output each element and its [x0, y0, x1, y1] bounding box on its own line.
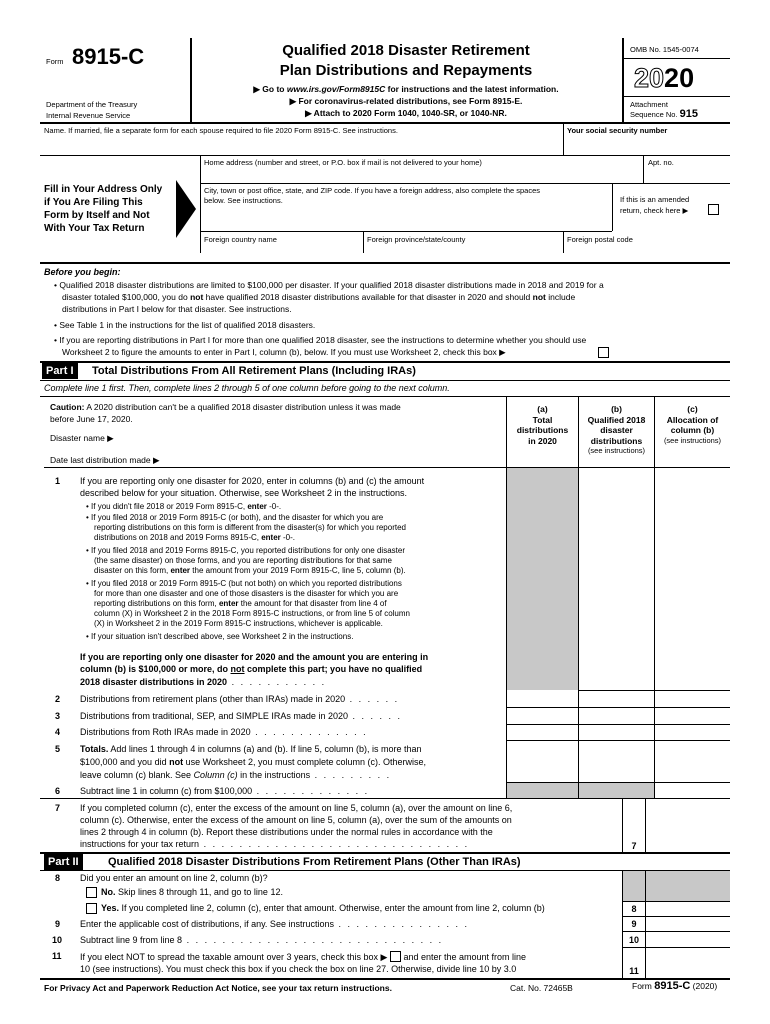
- header-divider-right: [622, 38, 624, 122]
- col-a-letter: (a): [537, 404, 548, 414]
- line6-label: Subtract line 1 in column (c) from $100,000: [80, 786, 253, 796]
- city-label-line2: below. See instructions.: [204, 196, 283, 205]
- city-field[interactable]: [203, 207, 608, 231]
- line1-bullet4-l1: • If you filed 2018 or 2019 Form 8915-C (but not both) on which you reported distributions: [86, 579, 402, 588]
- line1-bold-l1: If you are reporting only one disaster for 2020 and the amount you are entering in: [80, 652, 429, 662]
- attachment-label: Attachment: [630, 100, 668, 109]
- col-c-header: [655, 404, 730, 445]
- foreign-country-field[interactable]: [203, 244, 360, 252]
- city-label-line1: City, town or post office, state, and ZIP code. If you have a foreign address, also complete the spaces: [204, 186, 541, 195]
- before-bullet1-line1: • Qualified 2018 disaster distributions are limited to $100,000 per disaster. If your qualified 2018 disaster distributions made in 2018 and 2019 for a: [54, 280, 604, 290]
- line2-col-c-field[interactable]: [656, 695, 728, 706]
- line10-amount-field[interactable]: [648, 934, 728, 946]
- line3-col-c-field[interactable]: [656, 712, 728, 723]
- l1-b2-l3-post: -0-.: [280, 533, 296, 542]
- line5-text-l1: [80, 744, 422, 755]
- l1-b1-post: -0-.: [266, 502, 282, 511]
- instruction-line1-post: for instructions and the latest information.: [385, 84, 559, 94]
- part1-subtitle-rule: [40, 396, 730, 397]
- l1-b4-l3-bold: enter: [218, 599, 239, 608]
- line4-label: Distributions from Roth IRAs made in 2020: [80, 727, 251, 737]
- line4-col-b-field[interactable]: [580, 728, 652, 739]
- line8-no-checkbox[interactable]: [86, 887, 97, 898]
- irs-link[interactable]: www.irs.gov/Form8915C: [286, 84, 386, 94]
- caution-body: A 2020 distribution can't be a qualified 2018 disaster distribution unless it was made: [84, 402, 401, 412]
- line4-col-c-field[interactable]: [656, 728, 728, 739]
- l1-b4-l3-post: the amount for that disaster from line 4 of: [238, 599, 387, 608]
- line6-rule: [40, 798, 730, 799]
- before-bullet3-line1: • If you are reporting distributions in Part I for more than one qualified 2018 disaster, see the instructions to determine whether you should use: [54, 335, 587, 345]
- foreign-province-label: Foreign province/state/county: [367, 235, 466, 244]
- b1-l2-mid: have qualified 2018 disaster distributions available for that disaster in 2020 and should: [203, 292, 533, 302]
- part2-label: Part II: [44, 854, 83, 870]
- line7-box-right: [645, 798, 646, 852]
- address-side-line4: With Your Tax Return: [44, 223, 145, 234]
- omb-number: OMB No. 1545-0074: [630, 45, 699, 54]
- ssn-field[interactable]: [566, 136, 728, 154]
- line7-box-number: 7: [631, 841, 637, 851]
- line1-col-bc-rule: [578, 690, 730, 691]
- worksheet2-checkbox[interactable]: [598, 347, 609, 358]
- line5-l2-pre: $100,000 and you did: [80, 757, 170, 767]
- line9-box-number: 9: [631, 919, 637, 929]
- before-you-begin-heading: Before you begin:: [44, 267, 121, 277]
- line5-col-c-field[interactable]: [656, 770, 728, 781]
- line3-text: Distributions from traditional, SEP, and SIMPLE IRAs made in 2020 . . . . . .: [80, 711, 402, 721]
- line8-amount-field[interactable]: [648, 903, 728, 915]
- line3-number: 3: [55, 711, 61, 721]
- line11-l1-post: and enter the amount from line: [400, 952, 527, 962]
- caution-bold: Caution:: [50, 402, 85, 412]
- line7-l4: instructions for your tax return: [80, 839, 200, 849]
- line4-number: 4: [55, 727, 61, 737]
- disaster-name-label: Disaster name ▶: [50, 433, 114, 443]
- irs-name: Internal Revenue Service: [46, 111, 131, 120]
- sequence-label: [630, 110, 698, 119]
- form-word: Form: [46, 57, 64, 66]
- line7-text-l3: lines 2 through 4 in column (b). Report these distributions under the normal rules in accordance with the: [80, 827, 493, 837]
- caution-text: [50, 402, 401, 413]
- line1-bold-l3: 2018 disaster distributions in 2020 . . . . . . . . . . .: [80, 677, 327, 687]
- home-address-field[interactable]: [203, 167, 640, 181]
- yes-bold: Yes.: [101, 903, 120, 913]
- l1-b3-l3-post: the amount from your 2019 Form 8915-C, line 5, column (b).: [190, 566, 406, 575]
- ssn-label: Your social security number: [567, 126, 668, 135]
- col-a-l2: distributions: [516, 425, 569, 435]
- line1-col-c-field[interactable]: [656, 678, 728, 689]
- address-bottom-rule: [40, 262, 730, 264]
- line11-text-l2: 10 (see instructions). You must check this box if you check the box on line 27. Otherwise, divide line 10 by 3.0: [80, 964, 517, 974]
- address-rule2: [200, 231, 612, 232]
- line9-text: Enter the applicable cost of distributions, if any. See instructions . . . . . . . . . . . . . . .: [80, 919, 469, 929]
- foreign-postal-label: Foreign postal code: [567, 235, 633, 244]
- line10-box-number: 10: [628, 935, 639, 945]
- foreign-postal-field[interactable]: [566, 244, 728, 252]
- form-title-line2: Plan Distributions and Repayments: [279, 62, 533, 79]
- line3-label: Distributions from traditional, SEP, and SIMPLE IRAs made in 2020: [80, 711, 348, 721]
- home-address-label: Home address (number and street, or P.O. box if mail is not delivered to your home): [204, 158, 482, 167]
- line1-bullet1: [86, 502, 281, 512]
- col-c-left-border: [654, 396, 655, 798]
- part1-title: Total Distributions From All Retirement Plans (Including IRAs): [92, 365, 416, 377]
- privacy-notice: For Privacy Act and Paperwork Reduction Act Notice, see your tax return instructions.: [44, 983, 392, 993]
- col-b-header: [579, 404, 654, 455]
- line2-rule: [506, 707, 730, 708]
- part2-top-rule: [40, 852, 730, 854]
- part1-label: Part I: [42, 363, 78, 379]
- line2-number: 2: [55, 694, 61, 704]
- line8-yes-text: [101, 903, 545, 914]
- l1-bold-l2-u: not: [230, 664, 245, 674]
- line8-no-text: [101, 887, 283, 898]
- sequence-number: 915: [679, 108, 698, 120]
- line1-number: 1: [55, 476, 61, 486]
- address-side-line1: Fill in Your Address Only: [44, 184, 163, 195]
- name-row-rule: [40, 155, 730, 156]
- omb-rule: [622, 58, 730, 59]
- line5-l1: Add lines 1 through 4 in columns (a) and (b). If line 5, column (b), is more than: [108, 744, 422, 754]
- col-b-l4: (see instructions): [587, 446, 646, 455]
- year-rule: [622, 96, 730, 97]
- line2-text: Distributions from retirement plans (other than IRAs) made in 2020 . . . . . .: [80, 694, 400, 704]
- tax-year: [634, 63, 694, 93]
- address-rule1: [200, 183, 730, 184]
- instruction-line3: ▶ Attach to 2020 Form 1040, 1040-SR, or 1040-NR.: [305, 108, 507, 118]
- col-a-l1: Total: [532, 414, 553, 425]
- line11-amount-field[interactable]: [648, 964, 728, 976]
- line6-col-a-shaded: [507, 783, 578, 798]
- date-last-field[interactable]: [192, 454, 502, 466]
- line5-number: 5: [55, 744, 61, 754]
- line7-number: 7: [55, 803, 61, 813]
- col-c-l2: column (b): [670, 425, 715, 435]
- l1-b1-bold: enter: [247, 502, 267, 511]
- b1-l2-bold: not: [190, 292, 204, 302]
- part1-top-rule: [40, 361, 730, 363]
- line9-number: 9: [55, 919, 61, 929]
- before-bullet3-line2: Worksheet 2 to figure the amounts to enter in Part I, column (b), below. If you must use Worksheet 2, check this box ▶: [62, 347, 506, 357]
- line4-col-a-field[interactable]: [508, 728, 576, 739]
- no-bold: No.: [101, 887, 116, 897]
- col-a-l3: in 2020: [528, 435, 557, 446]
- part1-title-rule: [40, 380, 730, 381]
- footer-form-word: Form: [632, 981, 652, 991]
- b1-l2-bold2: not: [532, 292, 546, 302]
- line8-box-shaded: [623, 871, 645, 901]
- col-c-l3: (see instructions): [663, 435, 722, 445]
- line1-bullet4-l2: for more than one disaster and one of those disasters is the disaster for which you are: [94, 589, 399, 598]
- caution-line2: before June 17, 2020.: [50, 414, 133, 424]
- line1-col-a-shaded: [507, 468, 578, 690]
- col-b-letter: (b): [611, 404, 622, 414]
- line11-checkbox[interactable]: [390, 951, 401, 962]
- form-number: 8915-C: [72, 44, 145, 69]
- caution-bottom-rule: [44, 467, 506, 468]
- amended-divider: [612, 183, 613, 231]
- disaster-name-field[interactable]: [122, 432, 502, 444]
- line8-rule: [622, 916, 730, 917]
- line1-bold-l2: [80, 664, 422, 675]
- province-divider: [563, 231, 564, 253]
- l1-b1-pre: • If you didn't file 2018 or 2019 Form 8915-C,: [86, 502, 248, 511]
- address-arrow-icon: [176, 180, 198, 238]
- line1-bullet3-l2: (the same disaster) on those forms, and you are reporting distributions for that same: [94, 556, 392, 565]
- line5-text-l2: [80, 757, 426, 768]
- apt-divider: [643, 155, 644, 183]
- line1-bullet2-l2: reporting distributions on this form is different from the disaster(s) for which you reported: [94, 523, 406, 532]
- line9-amount-field[interactable]: [648, 918, 728, 930]
- line5-bold: Totals.: [80, 744, 109, 754]
- line6-number: 6: [55, 786, 61, 796]
- amended-checkbox[interactable]: [708, 204, 719, 215]
- line1-text-l1: If you are reporting only one disaster for 2020, enter in columns (b) and (c) the amount: [80, 476, 425, 486]
- line10-rule: [622, 947, 730, 948]
- l1-bold-l2-post: complete this part; you have no qualified: [244, 664, 423, 674]
- address-side-line2: if You Are Filing This: [44, 197, 143, 208]
- l1-bold-l2-pre: column (b) is $100,000 or more, do: [80, 664, 231, 674]
- b1-l2-pre: disaster totaled $100,000, you do: [62, 292, 191, 302]
- amended-label-line1: If this is an amended: [620, 195, 690, 204]
- col-a-header: [507, 404, 578, 446]
- instruction-line1-pre: ▶ Go to: [253, 84, 287, 94]
- line2-col-b-field[interactable]: [580, 695, 652, 706]
- line3-col-a-field[interactable]: [508, 712, 576, 723]
- line5-text-l3: leave column (c) blank. See Column (c) in the instructions . . . . . . . . .: [80, 770, 392, 780]
- l1-b2-l3-bold: enter: [261, 533, 281, 542]
- line3-col-b-field[interactable]: [580, 712, 652, 723]
- col-b-l1: Qualified 2018: [587, 414, 646, 425]
- line11-text-l1: [80, 951, 526, 963]
- line10-label: Subtract line 9 from line 8: [80, 935, 183, 945]
- line8-number: 8: [55, 873, 61, 883]
- l1-bold-l3-text: 2018 disaster distributions in 2020: [80, 677, 228, 687]
- dept-treasury: Department of the Treasury: [46, 100, 138, 109]
- line5-l2-post: use Worksheet 2, you must complete column (c). Otherwise,: [183, 757, 427, 767]
- tax-year-outline: 20: [634, 63, 665, 93]
- country-divider: [363, 231, 364, 253]
- footer-top-rule: [40, 978, 730, 980]
- l1-b2-l3-pre: distributions on 2018 and 2019 Forms 8915-C,: [94, 533, 262, 542]
- instruction-line2: ▶ For coronavirus-related distributions, see Form 8915-E.: [289, 96, 523, 106]
- line10-text: Subtract line 9 from line 8 . . . . . . . . . . . . . . . . . . . . . . . . . . . . .: [80, 935, 444, 945]
- line8-top-rule: [622, 901, 730, 902]
- ssn-divider: [563, 123, 564, 155]
- col-c-letter: (c): [687, 404, 698, 414]
- apt-field[interactable]: [646, 167, 728, 181]
- footer-form-number: 8915-C: [654, 980, 691, 992]
- line1-text-l2: described below for your situation. Otherwise, see Worksheet 2 in the instructions.: [80, 488, 407, 498]
- line3-rule: [506, 724, 730, 725]
- col-b-l3: distributions: [590, 435, 643, 446]
- line5-l3-i: Column (c): [193, 770, 238, 780]
- l1-b3-l3-bold: enter: [170, 566, 191, 575]
- catalog-number: Cat. No. 72465B: [510, 983, 573, 993]
- line5-col-a-field[interactable]: [508, 770, 576, 781]
- line8-amount-shaded: [646, 871, 730, 901]
- name-label: Name. If married, file a separate form for each spouse required to file 2020 Form 8915-C. See instructions.: [44, 126, 398, 135]
- line1-bullet4-l3: [94, 599, 387, 609]
- sequence-text: Sequence No.: [630, 110, 678, 119]
- col-c-l1: Allocation of: [666, 414, 719, 425]
- before-bullet1-line3: distributions in Part I below for that disaster. See instructions.: [62, 304, 292, 314]
- line9-rule: [622, 931, 730, 932]
- foreign-province-field[interactable]: [366, 244, 560, 252]
- address-side-label: [44, 183, 162, 235]
- line11-box-number: 11: [629, 966, 639, 976]
- line8-text: Did you enter an amount on line 2, column (b)?: [80, 873, 268, 883]
- amended-label-line2: return, check here ▶: [620, 206, 689, 215]
- part2-box-right: [645, 870, 646, 978]
- before-bullet2: • See Table 1 in the instructions for the list of qualified 2018 disasters.: [54, 320, 316, 330]
- instruction-line1: [190, 84, 622, 95]
- date-last-label: Date last distribution made ▶: [50, 455, 160, 465]
- yes-text: If you completed line 2, column (c), enter that amount. Otherwise, enter the amount from line 2, column (b): [119, 903, 545, 913]
- line1-bullet4-l5: (X) in Worksheet 2 in the 2019 Form 8915-C instructions, whichever is applicable.: [94, 619, 383, 628]
- line1-bullet4-l4: column (X) in Worksheet 2 in the 2018 Form 8915-C instructions, or from line 5 of column: [94, 609, 410, 618]
- line6-col-b-shaded: [579, 783, 654, 798]
- foreign-country-label: Foreign country name: [204, 235, 277, 244]
- tax-year-bold: 20: [664, 63, 695, 93]
- line11-l1: If you elect NOT to spread the taxable amount over 3 years, check this box ▶: [80, 952, 388, 962]
- line2-label: Distributions from retirement plans (other than IRAs) made in 2020: [80, 694, 346, 704]
- apt-label: Apt. no.: [648, 158, 674, 167]
- before-bullet1-line2: [62, 292, 728, 303]
- line2-col-a-field[interactable]: [508, 695, 576, 706]
- line5-col-b-field[interactable]: [580, 770, 652, 781]
- line4-text: Distributions from Roth IRAs made in 2020 . . . . . . . . . . . . .: [80, 727, 368, 737]
- line1-bullet2-l1: • If you filed 2018 or 2019 Form 8915-C (or both), and the disaster for which you are: [86, 513, 384, 522]
- line5-l3-post: in the instructions: [237, 770, 311, 780]
- line7-text-l1: If you completed column (c), enter the excess of the amount on line 5, column (a), over the amount on line 6,: [80, 803, 513, 813]
- line6-col-c-field[interactable]: [656, 786, 728, 797]
- no-text: Skip lines 8 through 11, and go to line 12.: [115, 887, 283, 897]
- footer-form: [632, 981, 717, 992]
- form-title-line1: Qualified 2018 Disaster Retirement: [282, 42, 530, 59]
- line4-rule: [506, 740, 730, 741]
- col-b-left-border: [578, 396, 579, 798]
- footer-year: (2020): [692, 981, 718, 991]
- line10-number: 10: [52, 935, 63, 945]
- line6-text: Subtract line 1 in column (c) from $100,000 . . . . . . . . . . . . .: [80, 786, 370, 796]
- line1-col-b-field[interactable]: [580, 678, 652, 689]
- line5-l2-bold: not: [169, 757, 184, 767]
- line5-l3-pre: leave column (c) blank. See: [80, 770, 194, 780]
- line8-yes-checkbox[interactable]: [86, 903, 97, 914]
- line1-bullet2-l3: [94, 533, 295, 543]
- l1-b4-l3-pre: reporting distributions on this form,: [94, 599, 219, 608]
- part1-subtitle: Complete line 1 first. Then, complete lines 2 through 5 of one column before going to the next column.: [44, 383, 450, 393]
- address-side-line3: Form by Itself and Not: [44, 210, 150, 221]
- line1-bullet5: • If your situation isn't described above, see Worksheet 2 in the instructions.: [86, 632, 354, 641]
- line11-number: 11: [52, 951, 62, 961]
- part2-title: Qualified 2018 Disaster Distributions From Retirement Plans (Other Than IRAs): [108, 856, 521, 868]
- line9-label: Enter the applicable cost of distributions, if any. See instructions: [80, 919, 334, 929]
- l1-b3-l3-pre: disaster on this form,: [94, 566, 171, 575]
- line7-amount-field[interactable]: [648, 838, 728, 850]
- line7-text-l4: instructions for your tax return . . . . . . . . . . . . . . . . . . . . . . . . . . . . . .: [80, 839, 470, 849]
- line1-bullet3-l1: • If you filed 2018 and 2019 Forms 8915-C, you reported distributions for only one disaster: [86, 546, 405, 555]
- col-b-l2: disaster: [600, 425, 633, 435]
- address-left-border: [200, 155, 201, 253]
- line8-box-number: 8: [631, 904, 637, 914]
- line1-bullet3-l3: [94, 566, 406, 576]
- line7-text-l2: column (c). Otherwise, enter the excess of the amount on line 5, column (a), over the sum of the amounts on: [80, 815, 512, 825]
- name-field[interactable]: [44, 136, 559, 154]
- b1-l2-post: include: [545, 292, 576, 302]
- header-bottom-rule: [40, 122, 730, 124]
